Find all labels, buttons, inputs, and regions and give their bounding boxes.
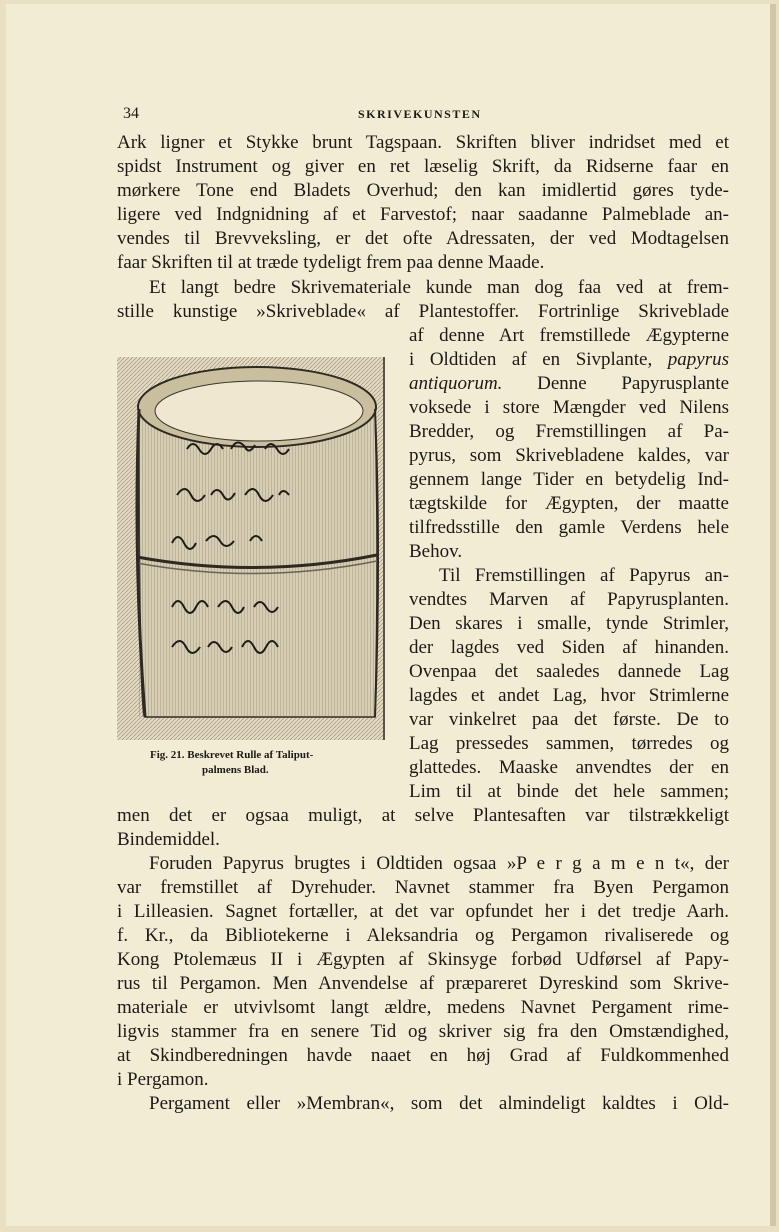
body-line: Pergament eller »Membran«, som det almindeligt kaldtes i Old-: [149, 1093, 729, 1114]
figure-palm-leaf-roll: [117, 357, 385, 740]
running-title: SKRIVEKUNSTEN: [358, 107, 482, 121]
body-line: var fremstillet af Dyrehuder. Navnet stammer fra Byen Pergamon: [117, 877, 729, 898]
body-line: materiale er utvivlsomt langt ældre, medens Navnet Pergament rime-: [117, 997, 729, 1018]
body-line: spidst Instrument og giver en ret læselig Skrift, da Ridserne faar en: [117, 156, 729, 177]
body-line: at Skindberedningen havde naaet en høj Grad af Fuldkommenhed: [117, 1045, 729, 1066]
body-line: rus til Pergamon. Men Anvendelse af præpareret Dyreskind som Skrive-: [117, 973, 729, 994]
body-line: var vinkelret paa det første. De to: [409, 709, 729, 730]
body-line: ligvis stammer fra en senere Tid og skriver sig fra den Omstændighed,: [117, 1021, 729, 1042]
body-line: faar Skriften til at træde tydeligt frem paa denne Maade.: [117, 252, 545, 273]
body-line: ligere ved Indgnidning af et Farvestof; naar saadanne Palmeblade an-: [117, 204, 729, 225]
caption-line: palmens Blad.: [202, 764, 269, 776]
body-line: Ovenpaa det saaledes dannede Lag: [409, 661, 729, 682]
palm-leaf-roll-illustration: [117, 357, 383, 740]
body-line: mørkere Tone end Bladets Overhud; den kan imidlertid gøres tyde-: [117, 180, 729, 201]
body-line: Bredder, og Fremstillingen af Pa-: [409, 421, 729, 442]
body-line: Til Fremstillingen af Papyrus an-: [439, 565, 729, 586]
body-line: Lim til at binde det hele sammen;: [409, 781, 729, 802]
body-line: men det er ogsaa muligt, at selve Plantesaften var tilstrækkeligt: [117, 805, 729, 826]
body-line: der lagdes ved Siden af hinanden.: [409, 637, 729, 658]
body-line: Den skares i smalle, tynde Strimler,: [409, 613, 729, 634]
body-line: tilfredsstille den gamle Verdens hele: [409, 517, 729, 538]
caption-line: Fig. 21. Beskrevet Rulle af Taliput-: [150, 749, 314, 761]
body-line: f. Kr., da Bibliotekerne i Aleksandria og Pergamon rivaliserede og: [117, 925, 729, 946]
body-line: Bindemiddel.: [117, 829, 220, 850]
body-line: Lag pressedes sammen, tørredes og: [409, 733, 729, 754]
body-line: antiquorum. Denne Papyrusplante: [409, 373, 730, 394]
body-line: Ark ligner et Stykke brunt Tagspaan. Skriften bliver indridset med et: [117, 132, 729, 153]
body-line: vendes til Brevveksling, er det ofte Adressaten, der ved Modtagelsen: [117, 228, 729, 249]
body-line: Et langt bedre Skrivemateriale kunde man dog faa ved at frem-: [149, 277, 729, 298]
body-line: lagdes et andet Lag, hvor Strimlerne: [409, 685, 729, 706]
body-line: voksede i store Mængder ved Nilens: [409, 397, 729, 418]
body-line: tægtskilde for Ægypten, der maatte: [409, 493, 729, 514]
figure-caption: [150, 748, 365, 778]
body-line: i Oldtiden af en Sivplante, papyrus: [409, 349, 730, 370]
body-line: vendtes Marven af Papyrusplanten.: [409, 589, 729, 610]
body-line: stille kunstige »Skriveblade« af Plantestoffer. Fortrinlige Skriveblade: [117, 301, 729, 322]
body-line: Kong Ptolemæus II i Ægypten af Skinsyge forbød Udførsel af Papy-: [117, 949, 729, 970]
body-line: glattedes. Maaske anvendtes der en: [409, 757, 729, 778]
body-line: gennem lange Tider en betydelig Ind-: [409, 469, 729, 490]
body-line: pyrus, som Skrivebladene kaldes, var: [409, 445, 729, 466]
page-number: 34: [123, 105, 139, 122]
body-line: i Lilleasien. Sagnet fortæller, at det var opfundet her i det tredje Aarh.: [117, 901, 729, 922]
body-line: i Pergamon.: [117, 1069, 209, 1090]
body-line: Behov.: [409, 541, 463, 562]
body-line: af denne Art fremstillede Ægypterne: [409, 325, 729, 346]
body-line: Foruden Papyrus brugtes i Oldtiden ogsaa »P e r g a m e n t«, der: [149, 853, 729, 874]
